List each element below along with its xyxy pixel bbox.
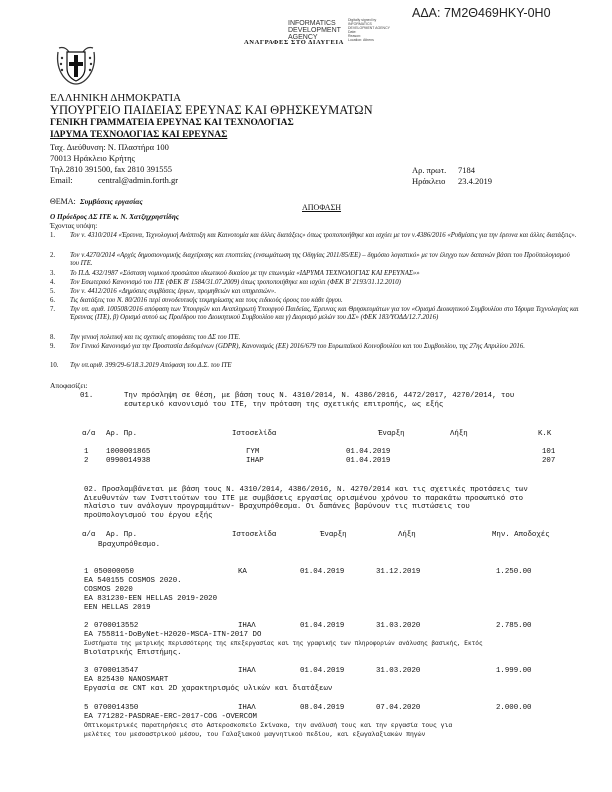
table-row: 2 0700013552 ΙΗΑΛ 01.04.2019 31.03.2020 2.785.00	[84, 622, 532, 630]
section1-number: 01.	[80, 392, 94, 400]
entry-note: ΕΑ 825430 NANOSMART	[84, 676, 169, 684]
president-line: Ο Πρόεδρος ΔΣ ΙΤΕ κ. Ν. Χατζηχρηστίδης	[50, 213, 180, 221]
table-row: 1 1000001865 ΓΥΜ 01.04.2019 101	[84, 448, 556, 456]
address-city: 70013 Ηράκλειο Κρήτης	[50, 153, 135, 163]
recital-item: 1. Τον ν. 4310/2014 «Έρευνα, Τεχνολογική Ανάπτυξη και Καινοτομία και άλλες διατάξεις» όπως τροποποιήθηκε και ισχύει με τον ν.4386/2016 «Ρυθμίσεις για την έρευνα και άλλες διατάξεις».	[50, 232, 577, 239]
section2-number: 02.	[84, 486, 98, 494]
entry-note: ΕΑ 755811-DoByNet-H2020-MSCA-ITN-2017 DO	[84, 631, 262, 639]
stamp-small: Location: Athens	[348, 38, 374, 42]
foundation-heading: ΙΔΡΥΜΑ ΤΕΧΝΟΛΟΓΙΑΣ ΚΑΙ ΕΡΕΥΝΑΣ	[50, 130, 228, 140]
col-header: Κ.Κ	[538, 430, 552, 438]
table-row: 2 0990014938 ΙΗΑΡ 01.04.2019 207	[84, 457, 556, 465]
recital-item: 7. Την υπ. αριθ. 100508/2016 απόφαση των Υπουργών και Αναπληρωτή Υπουργού Παιδείας, Έρευνας και Θρησκευμάτων για τον «Ορισμό Διοικητικού Συμβουλίου στο Ίδρυμα Τεχνολογίας και Έρευνας (ΙΤΕ), β) Ορισμό αυτού ως Προέδρου του Διοικητικού Συμβουλίου και γ) Διορισμό μελών του ΔΣ» (ΦΕΚ 183/ΥΟΔΔ/12.7.2016)	[50, 306, 579, 321]
recital-item: 10. Την υπ.αριθ. 399/29-6/18.3.2019 Απόφαση του Δ.Σ. του ΙΤΕ	[50, 362, 232, 369]
section2-header-sub: Βραχυπρόθεσμο.	[98, 541, 161, 549]
col-header: Αρ. Πρ.	[106, 531, 138, 539]
recital-item: 4. Τον Εσωτερικό Κανονισμό του ΙΤΕ (ΦΕΚ Β' 1584/31.07.2009) όπως τροποποιήθηκε και ισχύει (ΦΕΚ Β' 2193/31.12.2010)	[50, 279, 401, 286]
col-header: α/α	[82, 430, 96, 438]
col-header: Ιστοσελίδα	[232, 430, 277, 438]
table-row: 5 0700014350 ΙΗΑΛ 08.04.2019 07.04.2020 2.000.00	[84, 704, 532, 712]
email-link[interactable]: central@admin.forth.gr	[98, 175, 179, 185]
email-label: Email:	[50, 175, 73, 185]
entry-note: Βιοϊατρικής Επιστήμης.	[84, 649, 182, 657]
stamp-small: Reason:	[348, 34, 362, 38]
secretariat-heading: ΓΕΝΙΚΗ ΓΡΑΜΜΑΤΕΙΑ ΕΡΕΥΝΑΣ ΚΑΙ ΤΕΧΝΟΛΟΓΙΑΣ	[50, 118, 294, 128]
stamp-line: DEVELOPMENT	[288, 27, 341, 34]
ministry-heading: ΥΠΟΥΡΓΕΙΟ ΠΑΙΔΕΙΑΣ ΕΡΕΥΝΑΣ ΚΑΙ ΘΡΗΣΚΕΥΜΑΤΩΝ	[50, 103, 373, 117]
protocol-date-label: Ηράκλειο	[412, 176, 446, 186]
stamp-small: DEVELOPMENT AGENCY	[348, 26, 390, 30]
republic-heading: ΕΛΛΗΝΙΚΗ ΔΗΜΟΚΡΑΤΙΑ	[50, 92, 182, 104]
section2-table-header	[0, 531, 612, 540]
decision-title: ΑΠΟΦΑΣΗ	[302, 203, 342, 212]
stamp-line: INFORMATICS	[288, 20, 336, 27]
protocol-date: 23.4.2019	[458, 176, 492, 186]
recital-item: 6. Τις διατάξεις του Ν. 80/2016 περί συνοδευτικής τεκμηρίωσης και τους ειδικούς όρους του κάθε έργου.	[50, 297, 343, 304]
recital-item: 8. Την γενική πολιτική και τις σχετικές αποφάσεις του ΔΣ του ΙΤΕ.	[50, 334, 241, 341]
col-header: Λήξη	[398, 531, 416, 539]
protocol-number-label: Αρ. πρωτ.	[412, 165, 447, 175]
subject-label: ΘΕΜΑ:	[50, 197, 76, 206]
considering-label: Έχοντας υπόψη:	[50, 222, 98, 230]
greek-coat-of-arms-icon	[55, 44, 97, 86]
recital-item: 3. Το Π.Δ. 432/1987 «Σύσταση νομικού προσώπου ιδιωτικού δικαίου με την επωνυμία «ΙΔΡΥΜΑ ΤΕΧΝΟΛΟΓΙΑΣ ΚΑΙ ΕΡΕΥΝΑΣ»»	[50, 270, 420, 277]
section1-table-header	[0, 430, 612, 439]
stamp-line: AGENCY	[288, 34, 318, 41]
recital-item: 5. Τον ν. 4412/2016 «Δημόσιες συμβάσεις έργων, προμηθειών και υπηρεσιών».	[50, 288, 277, 295]
col-header: Αρ. Πρ.	[106, 430, 138, 438]
recital-item: 2. Τον ν.4270/2014 «Αρχές δημοσιονομικής διαχείρισης και εποπτείας (ενσωμάτωση της Οδηγίας 2011/85/ΕΕ) – δημόσιο λογιστικό» με τον έλεγχο των δαπανών βάσει του Προϋπολογισμού του ΙΤΕ.	[50, 252, 570, 267]
entry-note: Εργασία σε CNT και 2D χαρακτηρισμός υλικών και διατάξεων	[84, 685, 333, 693]
col-header: Λήξη	[450, 430, 468, 438]
recital-item: 9. Τον Γενικό Κανονισμό για την Προστασία Δεδομένων (GDPR), Κανονισμός (ΕΕ) 2016/679 του Ευρωπαϊκού Κοινοβουλίου και του Συμβουλίου, της 27ης Απριλίου 2016.	[50, 343, 525, 350]
col-header: Ιστοσελίδα	[232, 531, 277, 539]
stamp-title: ΑΝΑΓΡΑΦΕΣ ΣΤΟ ΔΙΑΥΓΕΙΑ	[244, 39, 344, 46]
entry-note: Οπτικομετρικές παρατηρήσεις στο Αστεροσκοπείο Σκίνακα, την ανάλυσή τους και την εργασία τους για	[84, 722, 453, 729]
ada-code: ΑΔΑ: 7Μ2Θ469ΗΚΥ-0Η0	[412, 6, 551, 20]
subject-text: Συμβάσεις εργασίας	[80, 197, 143, 206]
col-header: Μην. Αποδοχές	[492, 531, 550, 539]
section2-text: Προσλαμβάνεται με βάση τους Ν. 4310/2014, 4386/2016, Ν. 4270/2014 και τις σχετικές προτάσεις των Διευθυντών των Ινστιτούτων του ΙΤΕ με συμβάσεις εργασίας ορισμένου χρόνου το παρακάτω προσωπικό στο πλαίσιο των ανάλογων προγραμμάτων- Βραχυπρόθεσμα. Οι δαπάνες βαρύνουν τις πιστώσεις του προϋπολογισμού του έργου εξής	[84, 486, 528, 520]
entry-note: μελέτες του μεσοαστρικού μέσου, του Γαλαξιακού μαγνητικού πεδίου, και εξωγαλαξιακών πηγών	[84, 731, 426, 738]
table-row: 1 050000050 ΚΑ 01.04.2019 31.12.2019 1.250.00	[84, 568, 532, 576]
section1-text: Την πρόσληψη σε θέση, με βάση τους Ν. 4310/2014, Ν. 4386/2016, 4472/2017, 4270/2014, του εσωτερικό κανονισμό του ΙΤΕ, την πρόταση της σχετικής επιτροπής, ως εξής	[124, 392, 515, 409]
address-street: Ταχ. Διεύθυνση: Ν. Πλαστήρα 100	[50, 142, 169, 152]
entry-note: EEN HELLAS 2019	[84, 604, 151, 612]
entry-note: Συστήματα της μετρικής περισσότερης της επεξεργασίας και της γραφικής των πληροφοριών ανάλυσης βασικής, Εκτός	[84, 640, 483, 647]
decides-label: Αποφασίζει:	[50, 381, 88, 390]
stamp-small: Digitally signed by	[348, 18, 377, 22]
entry-note: ΕΑ 540155 COSMOS 2020.	[84, 577, 182, 585]
col-header: α/α	[82, 531, 96, 539]
protocol-number: 7184	[458, 165, 475, 175]
stamp-small: Date:	[348, 30, 357, 34]
address-phone: Τηλ.2810 391500, fax 2810 391555	[50, 164, 173, 174]
entry-note: ΕΑ 831230-EEN HELLAS 2019-2020	[84, 595, 218, 603]
entry-note: ΕΑ 771282-PASDRAE-ERC-2017-COG -OVERCOM	[84, 713, 257, 721]
entry-note: COSMOS 2020	[84, 586, 133, 594]
stamp-small: INFORMATICS	[348, 22, 372, 26]
col-header: Έναρξη	[320, 531, 347, 539]
col-header: Έναρξη	[378, 430, 405, 438]
table-row: 3 0700013547 ΙΗΑΛ 01.04.2019 31.03.2020 1.999.00	[84, 667, 532, 675]
